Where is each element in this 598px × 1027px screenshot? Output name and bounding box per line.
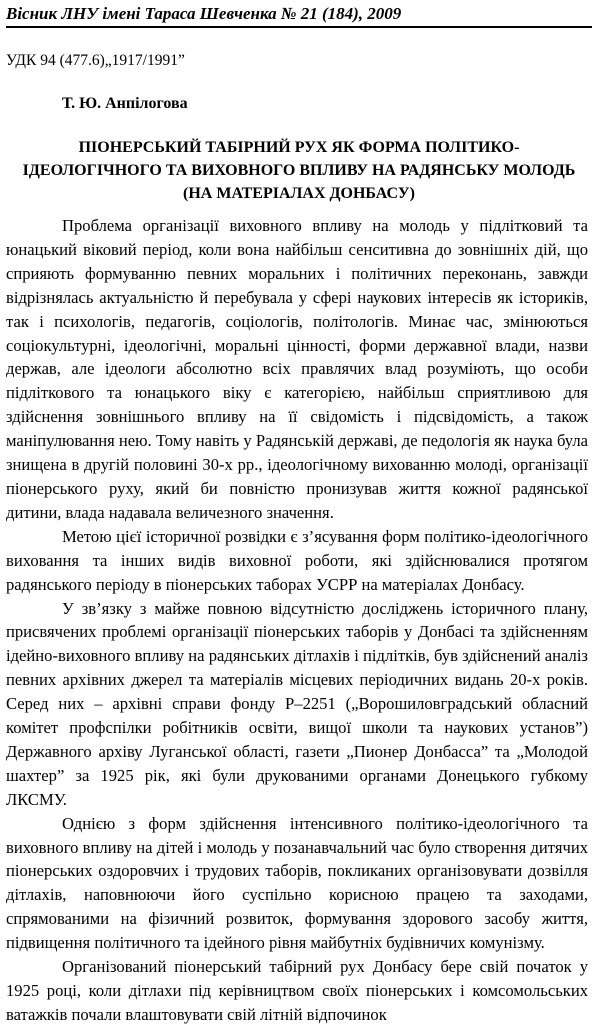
author-name: Т. Ю. Анпілогова [62, 95, 188, 112]
paragraph: Проблема організації виховного впливу на молодь у підлітковий та юнацький віковий період, коли вона найбільш сенситивна до зовнішніх дій, що сприяють формуванню певних моральних і політичних переконань, завжди відрізнялась актуальністю й перебувала у сфері наукових інтересів як істориків, так і психологів, педагогів, соціологів, політологів. Минає час, змінюються соціокультурні, ідеологічні, моральні цінності, форми державної влади, назви держав, але ідеологи абсолютно всіх правлячих влад розуміють, що особи підліткового та юнацького віку є категорією, найбільш сприятливою для здійснення зовнішнього впливу на її свідомість і підсвідомість, а також маніпулювання нею. Тому навіть у Радянській державі, де педологія як наука була знищена в другій половині 30-х рр., ідеологічному вихованню молоді, організації піонерського руху, який би повністю пронизував життя кожної радянської дитини, влада надавала величезного значення. [6, 216, 588, 522]
header-rule [6, 26, 592, 28]
journal-header: Вісник ЛНУ імені Тараса Шевченка № 21 (184), 2009 [6, 4, 402, 23]
udk-code: УДК 94 (477.6)„1917/1991” [6, 52, 185, 69]
article-title: ПІОНЕРСЬКИЙ ТАБІРНИЙ РУХ ЯК ФОРМА ПОЛІТИКО-ІДЕОЛОГІЧНОГО ТА ВИХОВНОГО ВПЛИВУ НА РАДЯНСЬКУ МОЛОДЬ (НА МАТЕРІАЛАХ ДОНБАСУ) [22, 139, 576, 202]
paragraph: У зв’язку з майже повною відсутністю досліджень історичного плану, присвячених проблемі організації піонерських таборів у Донбасі та здійсненням ідейно-виховного впливу на радянських дітлахів і підлітків, був здійснений аналіз певних архівних джерел та матеріалів місцевих періодичних видань 20-х років. Серед них – архівні справи фонду Р–2251 („Ворошиловградський обласний комітет профспілки робітників освіти, вищої школи та наукових установ”) Державного архіву Луганської області, газети „Пионер Донбасса” та „Молодой шахтер” за 1925 рік, які були друкованими органами Донецького губкому ЛКСМУ. [6, 598, 588, 809]
running-header [6, 4, 592, 29]
article-body [6, 214, 588, 1027]
paragraph: Однією з форм здійснення інтенсивного політико-ідеологічного та виховного впливу на дітей і молодь у позанавчальний час було створення дитячих піонерських оздоровчих і трудових таборів, покликаних організовувати дозвілля дітлахів, наповнюючи його суспільно корисною працею та заходами, спрямованими на фізичний розвиток, формування здорового засобу життя, підвищення політичного та ідейного рівня майбутніх будівничих комунізму. [6, 813, 588, 953]
paragraph: Метою цієї історичної розвідки є з’ясування форм політико-ідеологічного виховання та інших видів виховної роботи, які здійснювалися протягом радянського періоду в піонерських таборах УСРР на матеріалах Донбасу. [6, 526, 588, 594]
paragraph: Організований піонерський табірний рух Донбасу бере свій початок у 1925 році, коли дітлахи під керівництвом своїх піонерських і комсомольських ватажків почали влаштовувати свій літній відпочинок [6, 957, 588, 1024]
